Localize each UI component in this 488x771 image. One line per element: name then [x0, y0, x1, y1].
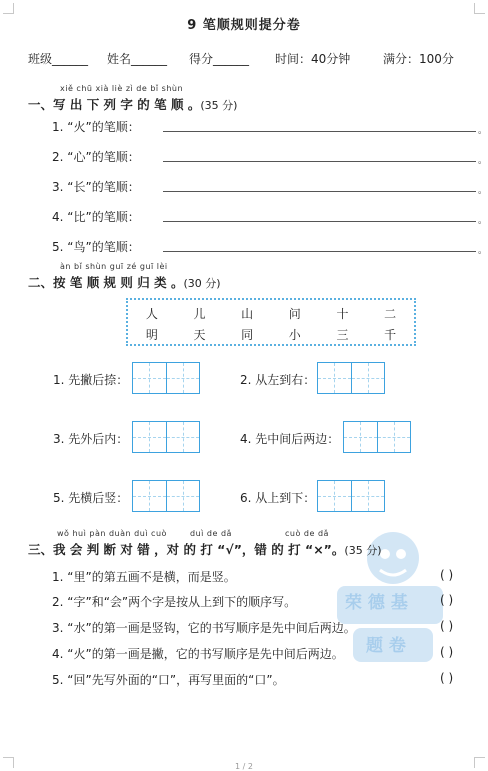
watermark-text-bottom: 题 卷 — [366, 636, 406, 656]
line-end-1: 。 — [478, 126, 488, 136]
writing-grid-2[interactable] — [317, 362, 385, 394]
answer-parens-3[interactable]: ( ) — [440, 619, 454, 633]
char-ren: 人 — [145, 307, 158, 321]
crop-mark-top-right — [474, 3, 485, 14]
category-label-2: 2. 从左到右： — [240, 373, 316, 387]
writing-grid-4[interactable] — [343, 421, 411, 453]
stroke-question-4: 4. “比”的笔顺： — [52, 210, 140, 224]
page-title: 9 笔顺规则提分卷 — [187, 18, 301, 33]
answer-parens-4[interactable]: ( ) — [440, 645, 454, 659]
answer-parens-1[interactable]: ( ) — [440, 568, 454, 582]
answer-parens-5[interactable]: ( ) — [440, 671, 454, 685]
judge-item-1: 1. “里”的第五画不是横，而是竖。 — [52, 570, 236, 584]
section1-score: (35 分) — [200, 99, 238, 112]
judge-item-2: 2. “字”和“会”两个字是按从上到下的顺序写。 — [52, 595, 297, 609]
line-end-2: 。 — [478, 156, 488, 166]
char-shi: 十 — [336, 307, 349, 321]
judge-item-5: 5. “回”先写外面的“口”，再写里面的“口”。 — [52, 673, 285, 687]
char-er: 儿 — [193, 307, 206, 321]
char-ming: 明 — [145, 328, 158, 342]
char-xiao: 小 — [288, 328, 301, 342]
score-field[interactable]: 得分______ — [189, 52, 250, 66]
char-qian: 千 — [384, 328, 397, 342]
answer-line-5[interactable] — [163, 251, 476, 252]
stroke-question-2: 2. “心”的笔顺： — [52, 150, 140, 164]
class-field[interactable]: 班级______ — [28, 52, 89, 66]
writing-grid-1[interactable] — [132, 362, 200, 394]
char-er2: 二 — [384, 307, 397, 321]
stroke-question-3: 3. “长”的笔顺： — [52, 180, 140, 194]
answer-line-2[interactable] — [163, 161, 476, 162]
char-wen: 问 — [288, 307, 301, 321]
stroke-question-5: 5. “鸟”的笔顺： — [52, 240, 140, 254]
answer-line-3[interactable] — [163, 191, 476, 192]
judge-item-4: 4. “火”的第一画是撇，它的书写顺序是先中间后两边。 — [52, 647, 344, 661]
full-score-label: 满分：100分 — [383, 52, 454, 66]
category-label-1: 1. 先撇后捺： — [53, 373, 129, 387]
category-label-5: 5. 先横后竖： — [53, 491, 129, 505]
section1-pinyin: xiě chū xià liè zì de bǐ shùn — [60, 84, 184, 93]
section3-pinyin-2: duì de dǎ — [190, 529, 232, 538]
category-label-3: 3. 先外后内： — [53, 432, 129, 446]
section1-heading-text: 一、写 出 下 列 字 的 笔 顺 。 — [28, 97, 201, 112]
section3-score: (35 分) — [344, 544, 382, 557]
line-end-5: 。 — [478, 246, 488, 256]
section1-heading — [28, 95, 237, 113]
section2-heading — [28, 273, 221, 291]
answer-line-4[interactable] — [163, 221, 476, 222]
section2-score: (30 分) — [183, 277, 221, 290]
line-end-3: 。 — [478, 186, 488, 196]
time-label: 时间：40分钟 — [275, 52, 351, 66]
writing-grid-6[interactable] — [317, 480, 385, 512]
char-tong: 同 — [241, 328, 254, 342]
section3-pinyin-3: cuò de dǎ — [285, 529, 329, 538]
char-san: 三 — [336, 328, 349, 342]
page-number: 1 / 2 — [235, 762, 253, 771]
name-field[interactable]: 姓名______ — [107, 52, 168, 66]
answer-line-1[interactable] — [163, 131, 476, 132]
section3-pinyin-1: wǒ huì pàn duàn duì cuò — [57, 529, 167, 538]
section3-heading-text: 三、我 会 判 断 对 错 ，对 的 打 “√”，错 的 打 “×”。 — [28, 542, 345, 557]
category-label-4: 4. 先中间后两边： — [240, 432, 340, 446]
judge-item-3: 3. “水”的第一画是竖钩，它的书写顺序是先中间后两边。 — [52, 621, 356, 635]
line-end-4: 。 — [478, 216, 488, 226]
char-shan: 山 — [241, 307, 254, 321]
section3-heading — [28, 540, 381, 558]
writing-grid-3[interactable] — [132, 421, 200, 453]
category-label-6: 6. 从上到下： — [240, 491, 316, 505]
watermark-text-top: 荣 德 基 — [345, 593, 408, 613]
crop-mark-top-left — [3, 3, 14, 14]
answer-parens-2[interactable]: ( ) — [440, 593, 454, 607]
char-tian: 天 — [193, 328, 206, 342]
character-box — [126, 298, 416, 346]
section2-pinyin: àn bǐ shùn guī zé guī lèi — [60, 262, 168, 271]
writing-grid-5[interactable] — [132, 480, 200, 512]
stroke-question-1: 1. “火”的笔顺： — [52, 120, 140, 134]
section2-heading-text: 二、按 笔 顺 规 则 归 类 。 — [28, 275, 184, 290]
